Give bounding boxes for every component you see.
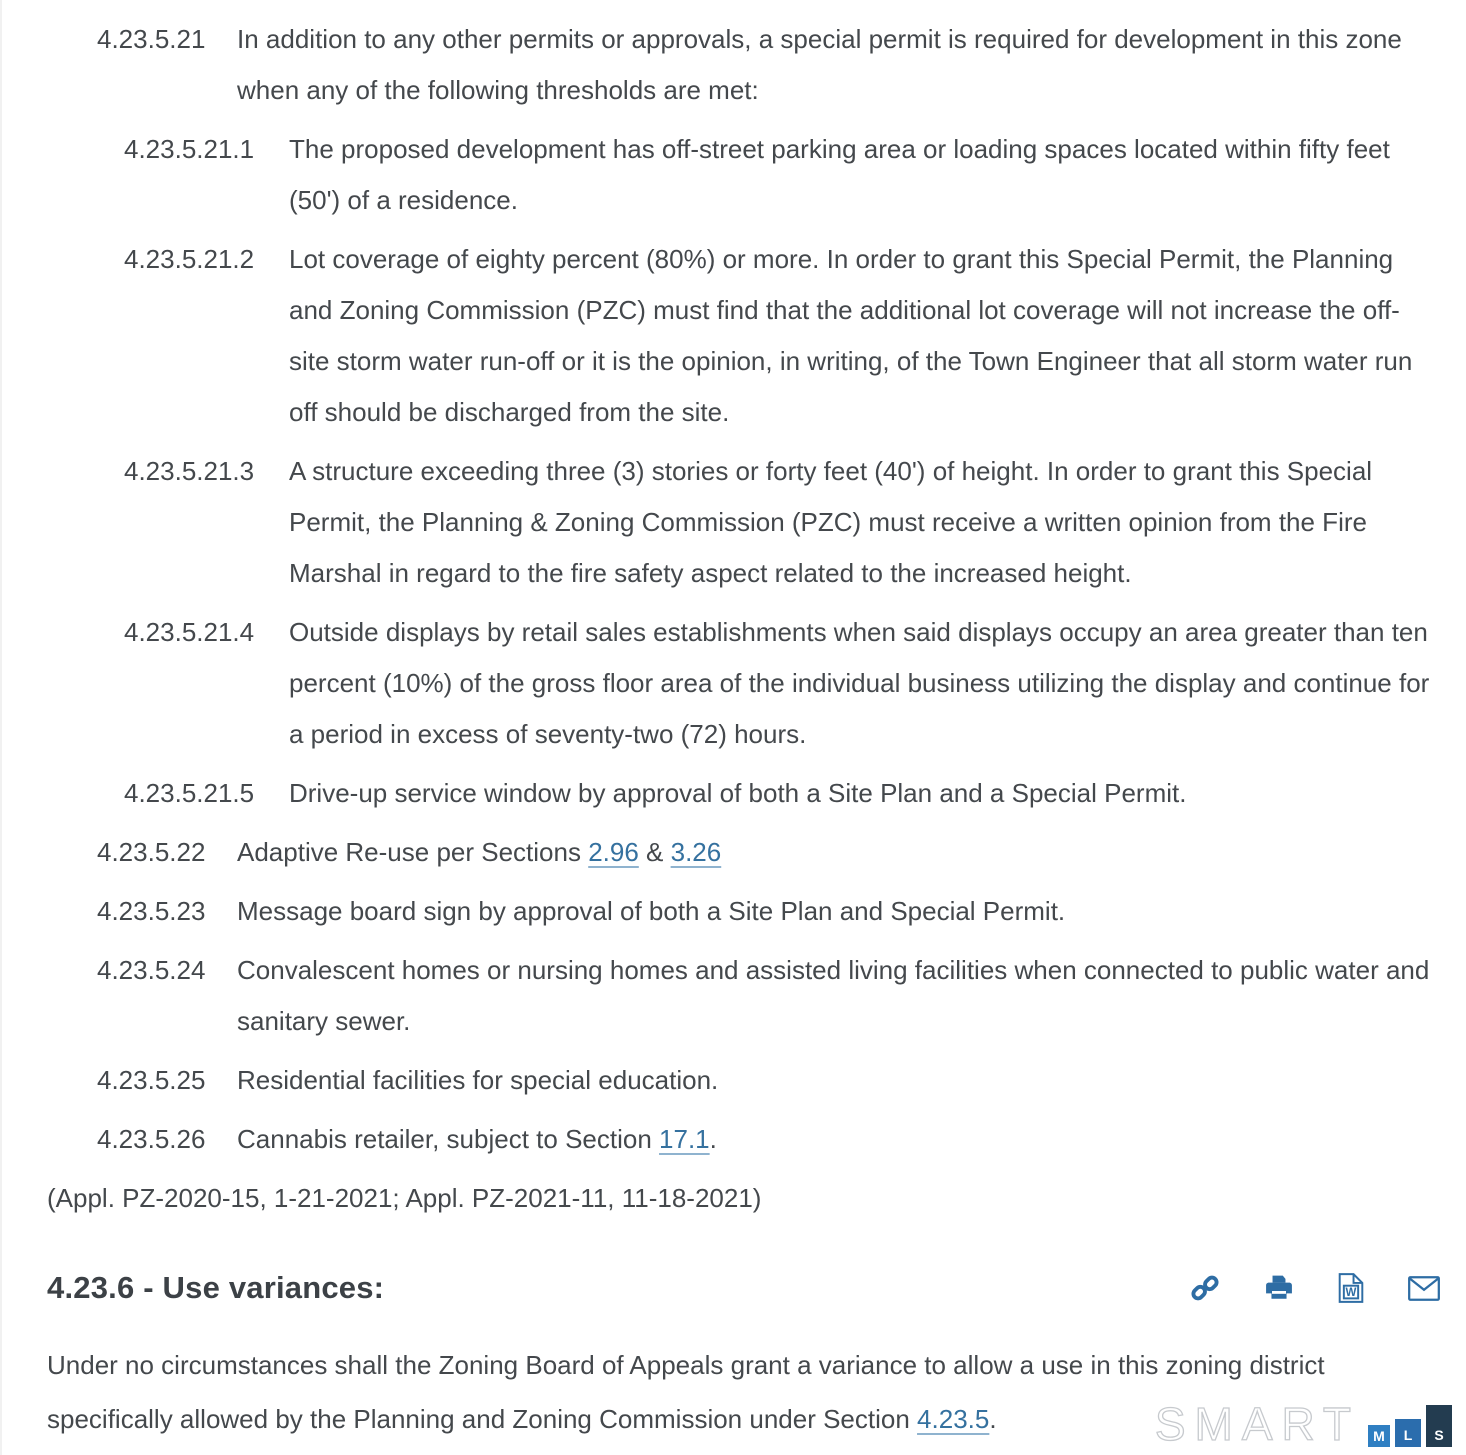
item-text: Convalescent homes or nursing homes and assisted living facilities when connected to public water and sanitary sewer. [237, 955, 1430, 1036]
smartmls-logo-blocks [1368, 1405, 1452, 1447]
document-content [2, 0, 1466, 1450]
smartmls-logo [1154, 1398, 1452, 1450]
item-text: A structure exceeding three (3) stories or forty feet (40') of height. In order to grant this Special Permit, the Planning & Zoning Commission (PZC) must receive a written opinion from the Fire Marshal in regard to the fire safety aspect related to the increased height. [289, 456, 1373, 588]
email-icon[interactable] [1408, 1276, 1440, 1301]
section-link[interactable]: 2.96 [588, 837, 639, 867]
item-number: 4.23.5.26 [97, 1124, 206, 1154]
item-number: 4.23.5.21.4 [124, 617, 255, 647]
ordinance-list [2, 14, 1466, 1165]
item-number: 4.23.5.21 [97, 24, 206, 54]
item-number: 4.23.5.21.2 [124, 244, 255, 274]
list-item [2, 234, 1466, 438]
item-text: Message board sign by approval of both a Site Plan and Special Permit. [237, 896, 1066, 926]
closing-paragraph: Under no circumstances shall the Zoning Board of Appeals grant a variance to allow a use in this zoning district specifically allowed by the Planning and Zoning Commission under Section 4.23.5. [47, 1350, 1325, 1434]
list-item [2, 827, 1466, 878]
logo-block-m: M [1368, 1425, 1390, 1447]
item-text: Cannabis retailer, subject to Section 17.1. [237, 1124, 717, 1154]
list-item [2, 768, 1466, 819]
item-number: 4.23.5.24 [97, 955, 206, 985]
item-text: The proposed development has off-street parking area or loading spaces located within fifty feet (50') of a residence. [289, 134, 1390, 215]
list-item [2, 607, 1466, 760]
item-number: 4.23.5.21.3 [124, 456, 255, 486]
logo-block-l: L [1395, 1419, 1421, 1447]
list-item [2, 886, 1466, 937]
item-text: Outside displays by retail sales establishments when said displays occupy an area greater than ten percent (10%) of the gross floor area of the individual business utilizing the display and continue for a period in excess of seventy-two (72) hours. [289, 617, 1430, 749]
list-item [2, 14, 1466, 116]
section-link[interactable]: 3.26 [670, 837, 722, 867]
item-text: In addition to any other permits or approvals, a special permit is required for development in this zone when any of the following thresholds are met: [237, 24, 1402, 105]
list-item [2, 124, 1466, 226]
logo-block-s: S [1426, 1405, 1452, 1447]
smartmls-logo-word: SMART [1154, 1398, 1360, 1450]
word-file-icon[interactable] [1338, 1273, 1364, 1303]
item-text: Drive-up service window by approval of both a Site Plan and a Special Permit. [289, 778, 1187, 808]
section-link[interactable]: 4.23.5 [917, 1404, 990, 1434]
list-item [2, 1114, 1466, 1165]
section-link[interactable]: 17.1 [659, 1124, 710, 1154]
item-number: 4.23.5.21.5 [124, 778, 255, 808]
item-number: 4.23.5.23 [97, 896, 206, 926]
list-item [2, 446, 1466, 599]
item-text: Adaptive Re-use per Sections 2.96 & 3.26 [237, 837, 722, 867]
print-icon[interactable] [1264, 1274, 1294, 1302]
svg-text:W: W [1345, 1287, 1357, 1300]
list-item [2, 1055, 1466, 1106]
permalink-icon[interactable] [1190, 1274, 1220, 1302]
appl-note: (Appl. PZ-2020-15, 1-21-2021; Appl. PZ-2021-11, 11-18-2021) [47, 1183, 762, 1213]
heading-toolbar [1190, 1273, 1440, 1303]
item-text: Residential facilities for special education. [237, 1065, 719, 1095]
item-number: 4.23.5.22 [97, 837, 206, 867]
item-number: 4.23.5.21.1 [124, 134, 255, 164]
section-heading: 4.23.6 - Use variances: [47, 1270, 385, 1305]
item-number: 4.23.5.25 [97, 1065, 206, 1095]
item-text: Lot coverage of eighty percent (80%) or more. In order to grant this Special Permit, the Planning and Zoning Commission (PZC) must find that the additional lot coverage will not increase the off-site storm water run-off or it is the opinion, in writing, of the Town Engineer that all storm water run off should be discharged from the site. [289, 244, 1413, 427]
section-heading-row [47, 1270, 1440, 1306]
list-item [2, 945, 1466, 1047]
